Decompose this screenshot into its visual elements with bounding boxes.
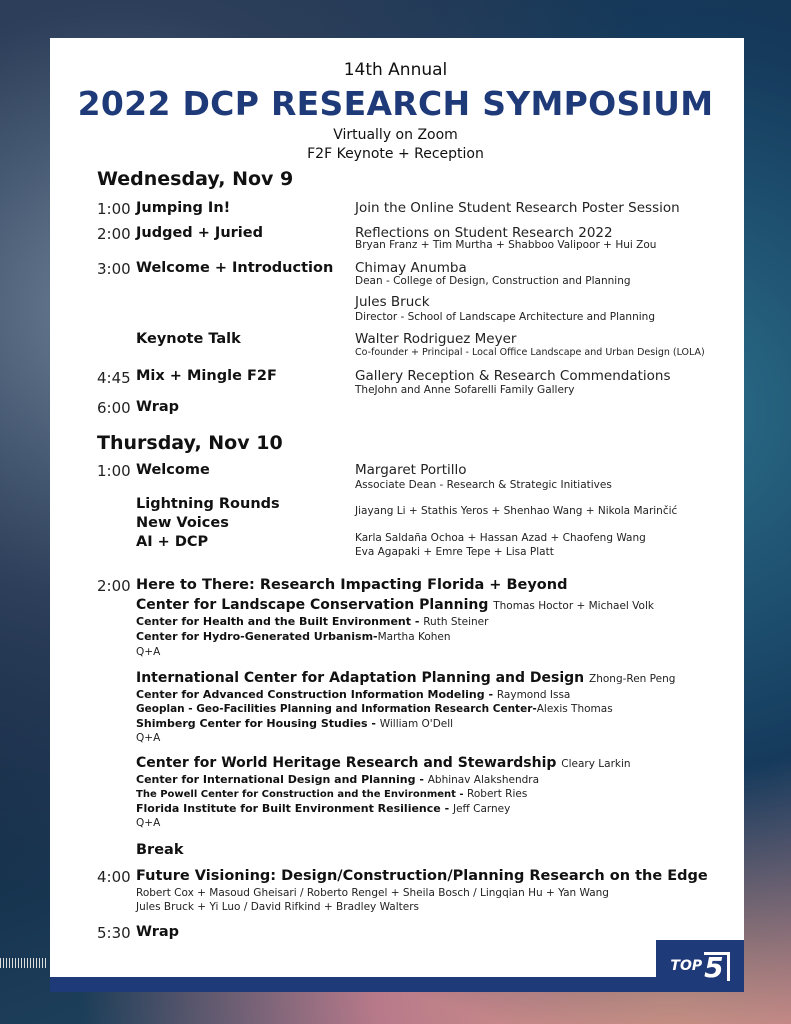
time: 1:00: [97, 462, 131, 480]
session-title: Chimay Anumba: [355, 260, 467, 276]
session-title: Walter Rodriguez Meyer: [355, 331, 517, 347]
qa: Q+A: [136, 817, 161, 829]
time: 6:00: [97, 399, 131, 417]
qa: Q+A: [136, 646, 161, 658]
names: Jiayang Li + Stathis Yeros + Shenhao Wang + Nikola Marinčić: [355, 505, 678, 517]
qa: Q+A: [136, 732, 161, 744]
break-label: Break: [136, 842, 184, 858]
edition: 14th Annual: [343, 60, 448, 80]
session-label: Lightning Rounds: [136, 496, 280, 512]
center-row: The Powell Center for Construction and the Environment - Robert Ries: [136, 788, 528, 800]
session-sub: Bryan Franz + Tim Murtha + Shabboo Valipoor + Hui Zou: [355, 239, 657, 251]
session-title: Margaret Portillo: [355, 462, 467, 478]
center-row: Center for Advanced Construction Information Modeling - Raymond Issa: [136, 688, 571, 701]
time: 3:00: [97, 260, 131, 278]
center-row: International Center for Adaptation Planning and Design Zhong-Ren Peng: [136, 670, 676, 686]
session-title: Join the Online Student Research Poster Session: [355, 200, 680, 216]
names: Robert Cox + Masoud Gheisari / Roberto Rengel + Sheila Bosch / Lingqian Hu + Yan Wang: [136, 887, 609, 899]
names: Jules Bruck + Yi Luo / David Rifkind + Bradley Walters: [136, 901, 420, 913]
session-label: AI + DCP: [136, 534, 209, 550]
session-label: New Voices: [136, 515, 229, 531]
session-label: Wrap: [136, 399, 180, 415]
center-row: Center for World Heritage Research and Stewardship Cleary Larkin: [136, 755, 631, 771]
center-row: Florida Institute for Built Environment Resilience - Jeff Carney: [136, 802, 511, 815]
center-row: Center for Health and the Built Environment - Ruth Steiner: [136, 615, 489, 628]
session-title: Reflections on Student Research 2022: [355, 225, 613, 241]
subtitle-1: Virtually on Zoom: [333, 127, 458, 143]
top5-logo: [656, 940, 744, 992]
names: Karla Saldaña Ochoa + Hassan Azad + Chaofeng Wang: [355, 532, 646, 544]
time: 5:30: [97, 924, 131, 942]
session-title: Gallery Reception & Research Commendations: [355, 368, 671, 384]
session-label: Here to There: Research Impacting Florida + Beyond: [136, 577, 568, 593]
session-label: Jumping In!: [136, 200, 231, 216]
session-label: Judged + Juried: [136, 225, 263, 241]
center-row: Geoplan - Geo-Facilities Planning and Information Research Center-Alexis Thomas: [136, 703, 613, 715]
session-sub: TheJohn and Anne Sofarelli Family Gallery: [355, 384, 575, 396]
logo-number: 5: [704, 952, 729, 981]
day-heading: Thursday, Nov 10: [97, 432, 283, 454]
day-heading: Wednesday, Nov 9: [97, 168, 294, 190]
logo-text: TOP: [670, 958, 703, 974]
subtitle-2: F2F Keynote + Reception: [307, 146, 484, 162]
time: 2:00: [97, 577, 131, 595]
center-row: Center for Hydro-Generated Urbanism-Martha Kohen: [136, 630, 451, 643]
time: 4:00: [97, 868, 131, 886]
names: Eva Agapaki + Emre Tepe + Lisa Platt: [355, 546, 554, 558]
session-label: Wrap: [136, 924, 180, 940]
page-title: 2022 DCP RESEARCH SYMPOSIUM: [77, 84, 714, 123]
session-sub: Associate Dean - Research & Strategic Initiatives: [355, 479, 612, 491]
center-row: Shimberg Center for Housing Studies - William O'Dell: [136, 717, 454, 730]
footer-band: [50, 977, 744, 992]
session-label: Mix + Mingle F2F: [136, 368, 277, 384]
barcode-decoration: [0, 958, 48, 968]
session-label: Welcome: [136, 462, 210, 478]
session-label: Welcome + Introduction: [136, 260, 334, 276]
center-row: Center for International Design and Planning - Abhinav Alakshendra: [136, 773, 540, 786]
session-label: Keynote Talk: [136, 331, 241, 347]
session-title: Jules Bruck: [355, 294, 430, 310]
session-sub: Co-founder + Principal - Local Office Landscape and Urban Design (LOLA): [355, 347, 705, 358]
session-sub: Director - School of Landscape Architecture and Planning: [355, 311, 655, 323]
time: 4:45: [97, 369, 131, 387]
session-sub: Dean - College of Design, Construction and Planning: [355, 275, 631, 287]
time: 2:00: [97, 225, 131, 243]
time: 1:00: [97, 200, 131, 218]
center-row: Center for Landscape Conservation Planning Thomas Hoctor + Michael Volk: [136, 597, 654, 613]
session-label: Future Visioning: Design/Construction/Planning Research on the Edge: [136, 868, 708, 884]
